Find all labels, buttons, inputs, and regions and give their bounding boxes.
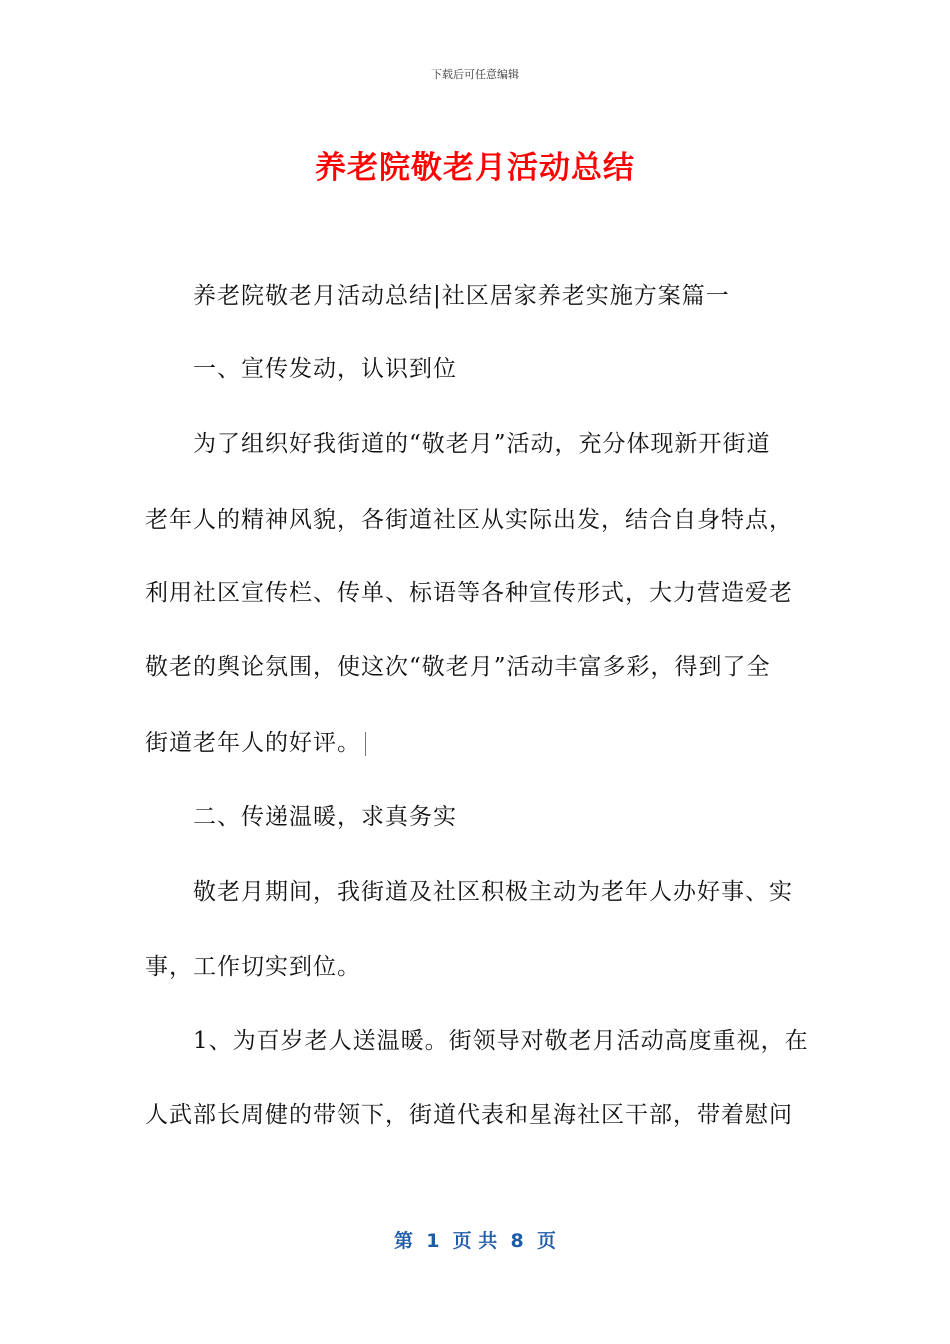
paragraph-line: 人武部长周健的带领下，街道代表和星海社区干部，带着慰问 xyxy=(145,1102,793,1128)
header-note: 下载后可任意编辑 xyxy=(431,68,519,81)
section-heading-2: 二、传递温暖，求真务实 xyxy=(193,804,457,830)
paragraph-line: 养老院敬老月活动总结|社区居家养老实施方案篇一 xyxy=(193,283,730,309)
paragraph-line: 为了组织好我街道的“敬老月”活动，充分体现新开街道 xyxy=(193,431,771,457)
document-title: 养老院敬老月活动总结 xyxy=(315,150,635,186)
text-cursor xyxy=(365,732,366,756)
page-number-footer: 第 1 页 共 8 页 xyxy=(394,1230,556,1252)
paragraph-line: 老年人的精神风貌，各街道社区从实际出发，结合自身特点， xyxy=(145,507,793,533)
paragraph-line-with-cursor xyxy=(145,728,366,758)
paragraph-line: 1、为百岁老人送温暖。街领导对敬老月活动高度重视，在 xyxy=(193,1028,809,1054)
paragraph-line: 敬老的舆论氛围，使这次“敬老月”活动丰富多彩，得到了全 xyxy=(145,654,771,680)
paragraph-line-text: 街道老年人的好评。 xyxy=(145,730,361,756)
section-heading-1: 一、宣传发动，认识到位 xyxy=(193,356,457,382)
paragraph-line: 利用社区宣传栏、传单、标语等各种宣传形式，大力营造爱老 xyxy=(145,580,793,606)
paragraph-line: 事，工作切实到位。 xyxy=(145,954,361,980)
paragraph-line: 敬老月期间，我街道及社区积极主动为老年人办好事、实 xyxy=(193,879,793,905)
